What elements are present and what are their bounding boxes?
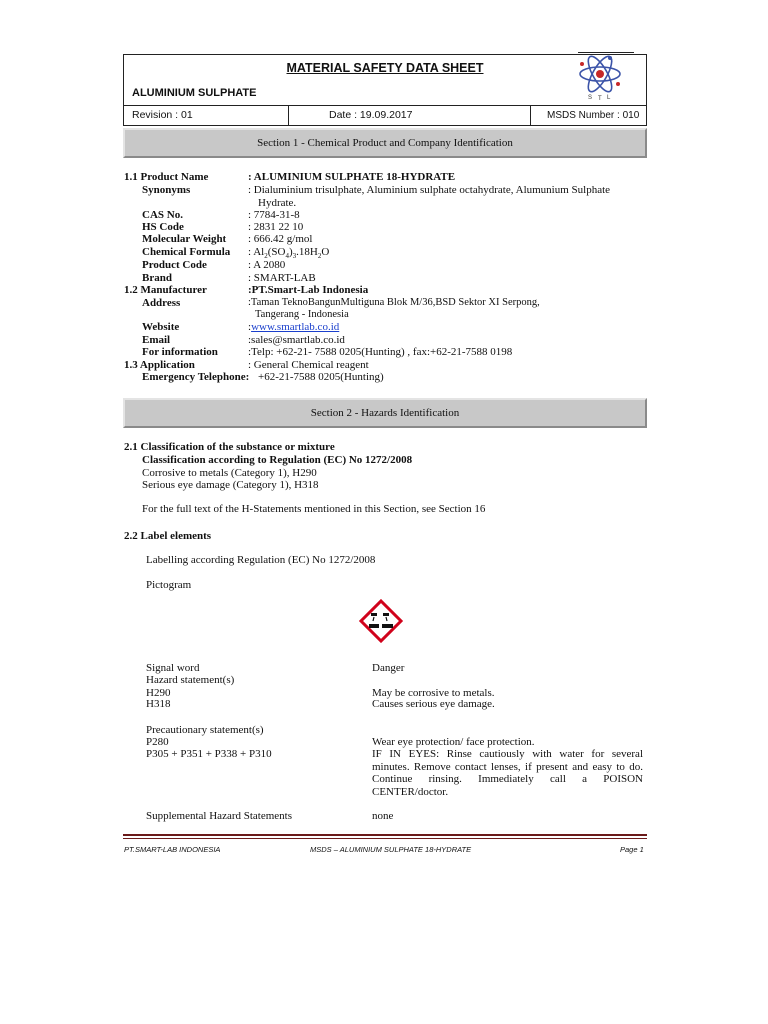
synonyms-value-cont: Hydrate. <box>258 197 297 209</box>
pictogram-label: Pictogram <box>146 579 192 591</box>
website-label: Website <box>142 321 180 333</box>
application-label: 1.3 Application <box>124 359 195 371</box>
supplemental-value: none <box>372 810 394 822</box>
revision-row <box>123 106 647 126</box>
signal-word-value: Danger <box>372 662 405 674</box>
chemical-formula-label: Chemical Formula <box>142 246 231 258</box>
product-code-value: : A 2080 <box>248 259 286 271</box>
chemical-formula-value: : $Al_2(SO_4)_3.18H_2O$ <box>248 246 330 261</box>
product-name-header: ALUMINIUM SULPHATE <box>132 87 257 99</box>
brand-value: : SMART-LAB <box>248 272 316 284</box>
signal-word-label: Signal word <box>146 662 200 674</box>
address-value: :Taman TeknoBangunMultiguna Blok M/36,BSD Sektor XI Serpong, <box>248 297 540 308</box>
s22-title: 2.2 Label elements <box>124 530 212 542</box>
supplemental-label: Supplemental Hazard Statements <box>146 810 293 822</box>
revision: Revision : 01 <box>132 109 193 121</box>
svg-text:T: T <box>598 96 602 102</box>
classification-line-1: Corrosive to metals (Category 1), H290 <box>142 467 317 479</box>
synonyms-label: Synonyms <box>142 184 191 196</box>
labelling-regulation: Labelling according Regulation (EC) No 1272/2008 <box>146 554 376 566</box>
svg-text:L: L <box>607 95 611 101</box>
product-code-label: Product Code <box>142 259 207 271</box>
manufacturer-value: :PT.Smart-Lab Indonesia <box>248 284 369 296</box>
svg-text:S: S <box>588 95 593 101</box>
molecular-weight-label: Molecular Weight <box>142 233 227 245</box>
date: Date : 19.09.2017 <box>329 109 413 121</box>
website-value: :www.smartlab.co.id <box>248 321 340 333</box>
for-information-value: :Telp: +62-21- 7588 0205(Hunting) , fax:+62-21-7588 0198 <box>248 346 513 358</box>
h290-text: May be corrosive to metals. <box>372 687 495 699</box>
footer-page: Page 1 <box>620 845 644 854</box>
date-divider <box>530 106 531 125</box>
application-value: : General Chemical reagent <box>248 359 369 371</box>
h318-text: Causes serious eye damage. <box>372 698 495 710</box>
for-information-label: For information <box>142 346 218 358</box>
s21-title: 2.1 Classification of the substance or mixture <box>124 441 335 453</box>
product-name-label: 1.1 Product Name <box>124 171 209 183</box>
section-2-heading: Section 2 - Hazards Identification <box>123 398 647 428</box>
address-value-cont: Tangerang - Indonesia <box>255 309 349 320</box>
precautionary-label: Precautionary statement(s) <box>146 724 264 736</box>
footer-rule-thin <box>123 838 647 839</box>
manufacturer-label: 1.2 Manufacturer <box>124 284 207 296</box>
h290-code: H290 <box>146 687 171 699</box>
p305-code: P305 + P351 + P338 + P310 <box>146 748 272 760</box>
footer-document: MSDS – ALUMINIUM SULPHATE 18-HYDRATE <box>310 845 472 854</box>
email-label: Email <box>142 334 171 346</box>
revision-divider <box>288 106 289 125</box>
footer-company: PT.SMART-LAB INDONESIA <box>124 845 221 854</box>
p305-text: IF IN EYES: Rinse cautiously with water for several minutes. Remove contact lenses, if present and easy to do. Continue rinsing. Immediately call a POISON CENTER/doctor. <box>372 748 643 798</box>
classification-line-2: Serious eye damage (Category 1), H318 <box>142 479 319 491</box>
product-name-value: : ALUMINIUM SULPHATE 18-HYDRATE <box>248 171 456 183</box>
h-statements-note: For the full text of the H-Statements mentioned in this Section, see Section 16 <box>142 503 486 515</box>
email-value: :sales@smartlab.co.id <box>248 334 345 346</box>
molecular-weight-value: : 666.42 g/mol <box>248 233 313 245</box>
document-title: MATERIAL SAFETY DATA SHEET <box>286 61 484 75</box>
section-1-heading: Section 1 - Chemical Product and Company Identification <box>123 128 647 158</box>
hazard-statements-label: Hazard statement(s) <box>146 674 235 686</box>
hs-code-value: : 2831 22 10 <box>248 221 304 233</box>
p280-text: Wear eye protection/ face protection. <box>372 736 535 748</box>
emergency-telephone-value: +62-21-7588 0205(Hunting) <box>258 371 384 383</box>
footer-rule-thick <box>123 834 647 836</box>
p280-code: P280 <box>146 736 169 748</box>
corrosion-pictogram-icon <box>359 599 403 643</box>
cas-value: : 7784-31-8 <box>248 209 300 221</box>
msds-number: MSDS Number : 010 <box>547 110 640 121</box>
hs-code-label: HS Code <box>142 221 184 233</box>
smart-lab-atom-logo-icon <box>574 50 626 102</box>
address-label: Address <box>142 297 181 309</box>
s21-subtitle: Classification according to Regulation (EC) No 1272/2008 <box>142 454 413 466</box>
h318-code: H318 <box>146 698 171 710</box>
emergency-telephone-label: Emergency Telephone: <box>142 371 250 383</box>
cas-label: CAS No. <box>142 209 183 221</box>
brand-label: Brand <box>142 272 172 284</box>
website-link[interactable]: www.smartlab.co.id <box>251 321 340 333</box>
synonyms-value: : Dialuminium trisulphate, Aluminium sulphate octahydrate, Alumunium Sulphate <box>248 184 611 196</box>
